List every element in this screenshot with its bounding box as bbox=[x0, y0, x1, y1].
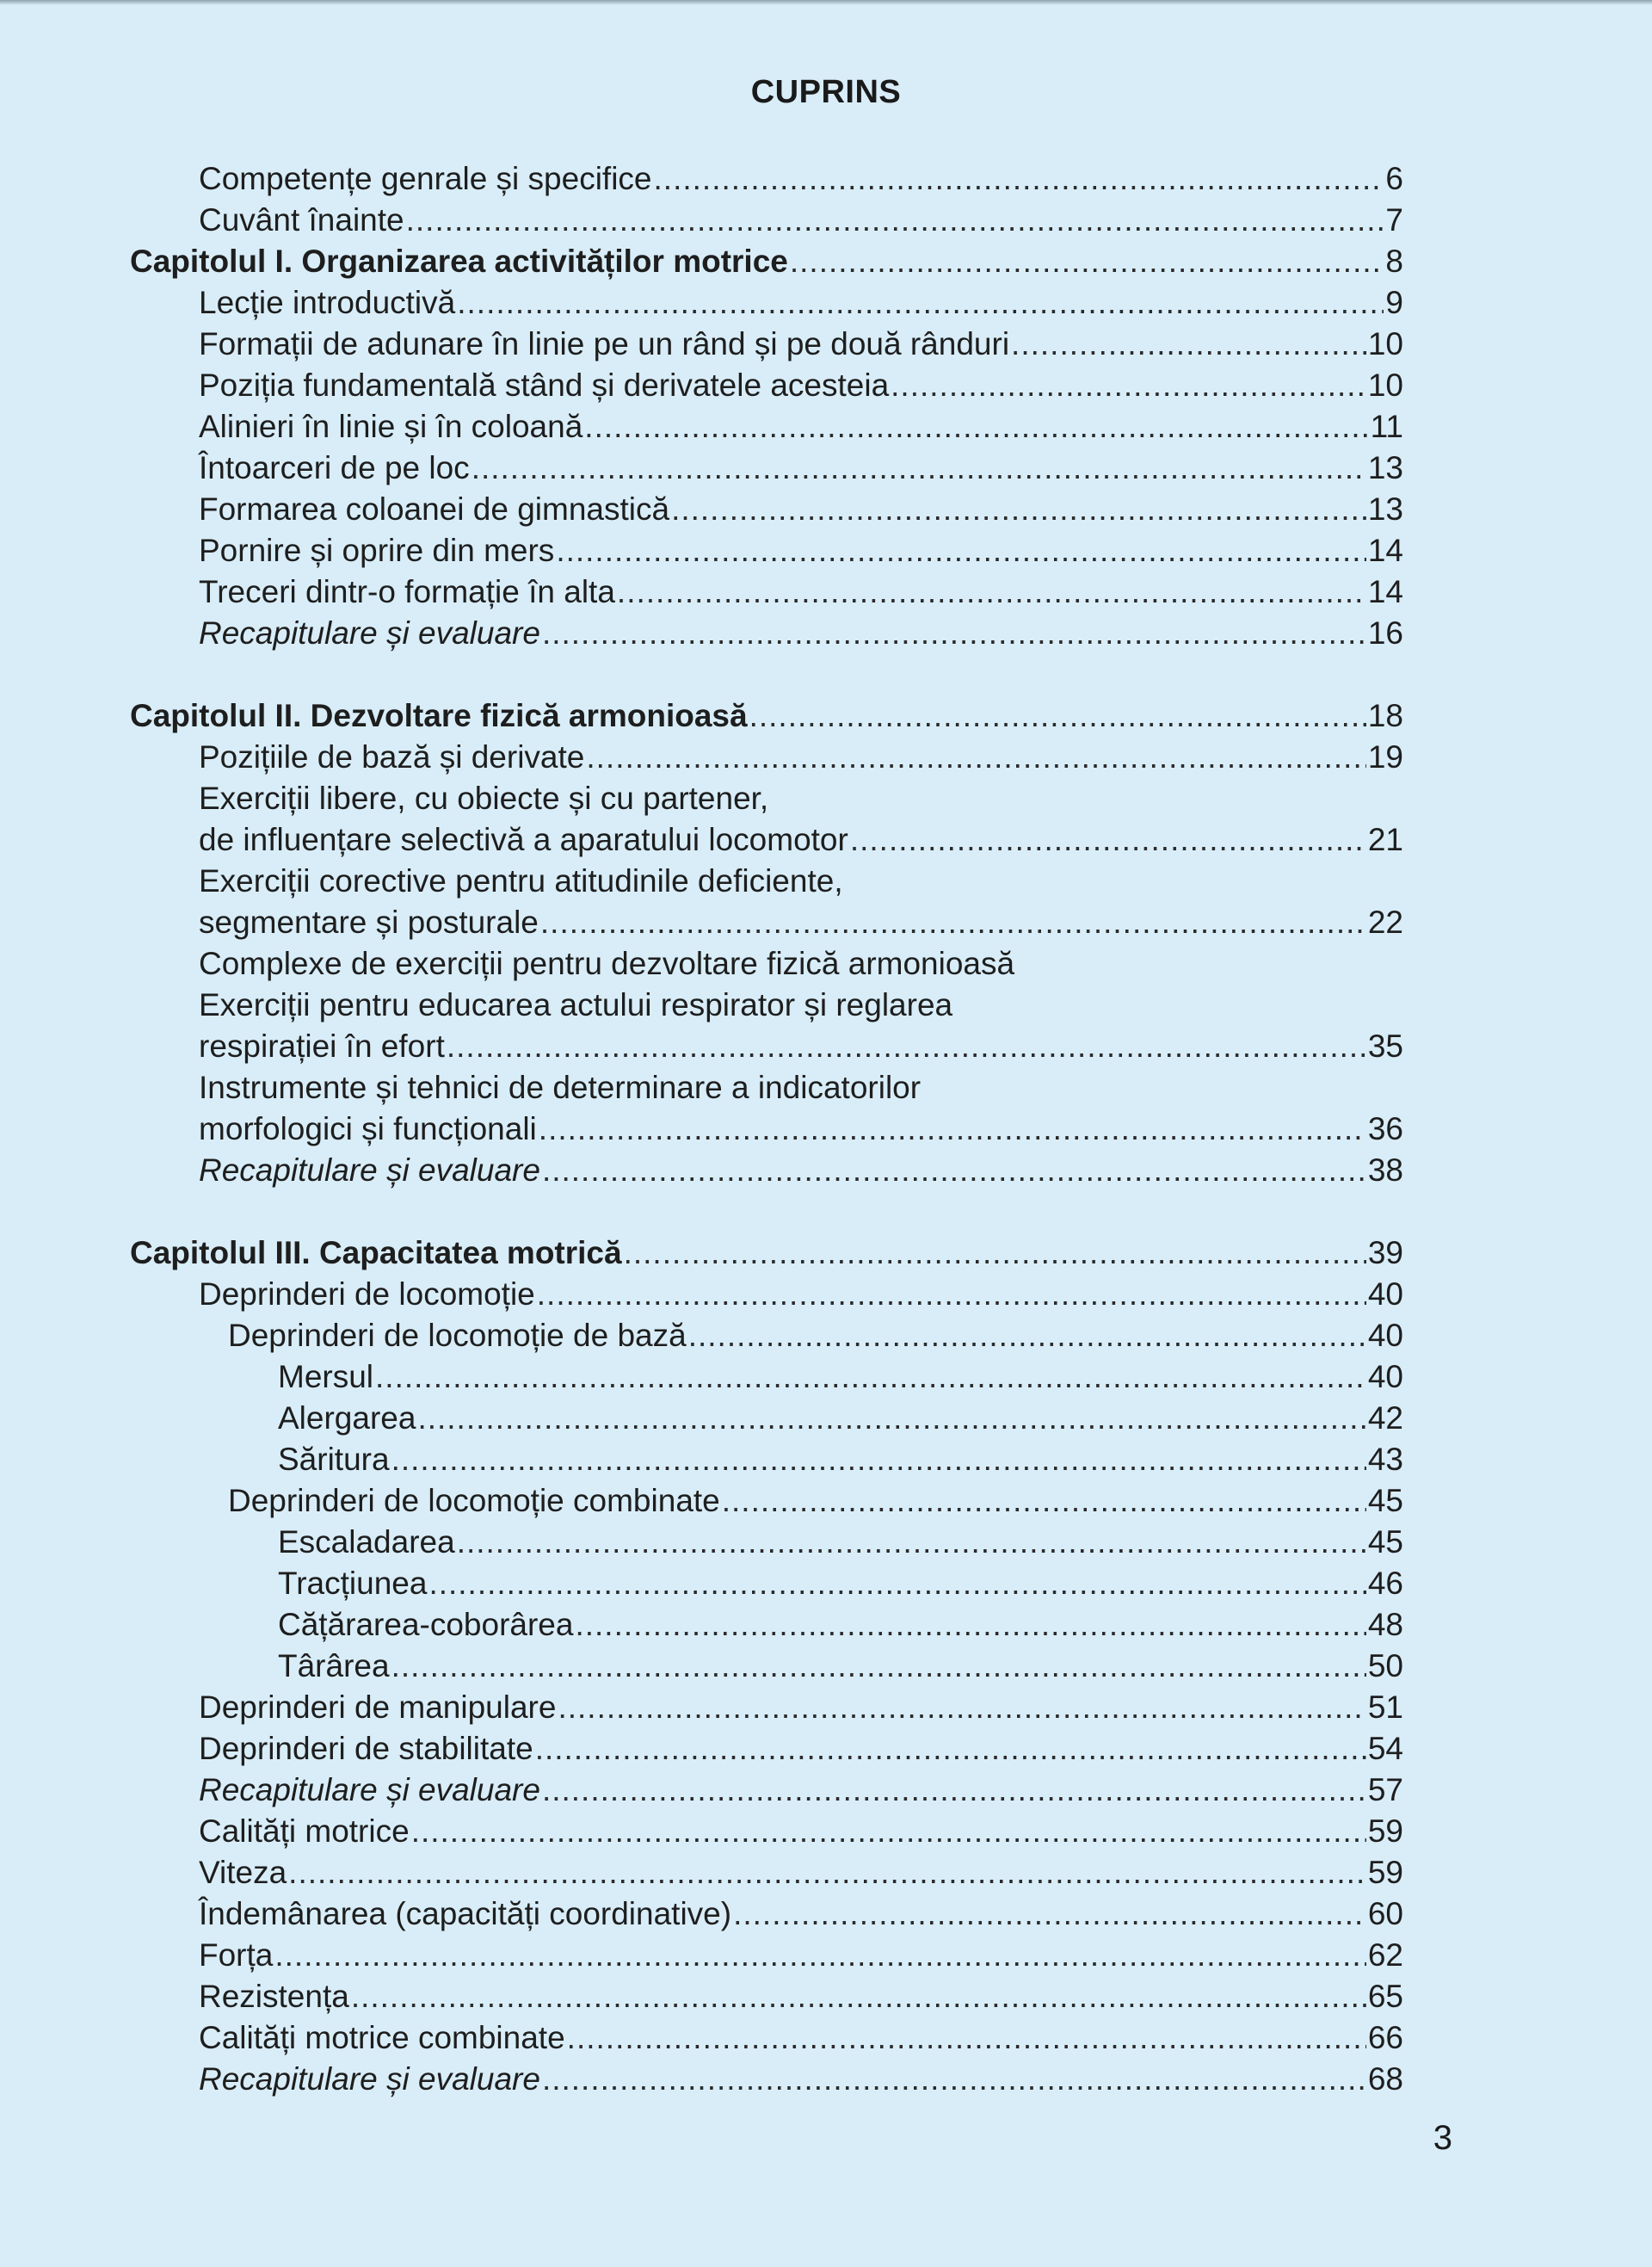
dot-leader bbox=[688, 1315, 1366, 1356]
toc-entry-title: Exerciții corective pentru atitudinile deficiente, bbox=[199, 863, 843, 899]
toc-entry-page: 11 bbox=[1370, 409, 1403, 444]
dot-leader bbox=[391, 1439, 1366, 1480]
toc-entry-page: 36 bbox=[1367, 1111, 1403, 1146]
dot-leader bbox=[542, 2059, 1366, 2100]
toc-entry-page: 68 bbox=[1367, 2061, 1403, 2097]
toc-entry-title: respirației în efort bbox=[199, 1028, 445, 1064]
toc-entry-title: Exerciții pentru educarea actului respirator și reglarea bbox=[199, 987, 953, 1022]
toc-entry bbox=[199, 158, 1403, 200]
toc-entry bbox=[199, 613, 1403, 654]
toc-entry bbox=[199, 1770, 1403, 1811]
toc-entry bbox=[199, 1067, 1403, 1109]
dot-leader bbox=[790, 241, 1384, 282]
page-number: 3 bbox=[1433, 2119, 1452, 2157]
dot-leader bbox=[537, 1274, 1366, 1315]
toc-entry-page: 40 bbox=[1367, 1318, 1403, 1353]
toc-entry-page: 38 bbox=[1367, 1152, 1403, 1188]
toc-entry bbox=[199, 737, 1403, 778]
dot-leader bbox=[447, 1026, 1366, 1067]
dot-leader bbox=[391, 1646, 1366, 1687]
dot-leader bbox=[457, 282, 1384, 324]
toc-entry bbox=[199, 448, 1403, 489]
toc-entry bbox=[199, 406, 1403, 448]
toc-entry-page: 22 bbox=[1367, 905, 1403, 940]
page-top-edge bbox=[0, 0, 1652, 5]
toc-entry bbox=[199, 2017, 1403, 2059]
dot-leader bbox=[567, 2017, 1366, 2059]
toc-entry bbox=[199, 819, 1403, 861]
dot-leader bbox=[575, 1604, 1365, 1646]
page-title: CUPRINS bbox=[750, 74, 902, 110]
dot-leader bbox=[624, 1232, 1366, 1274]
toc-entry-page: 50 bbox=[1367, 1648, 1403, 1683]
toc-entry bbox=[199, 365, 1403, 406]
dot-leader bbox=[617, 571, 1366, 613]
dot-leader bbox=[850, 819, 1366, 861]
dot-leader bbox=[584, 406, 1368, 448]
toc-entry-page: 42 bbox=[1367, 1400, 1403, 1436]
toc-entry-page: 39 bbox=[1367, 1235, 1403, 1270]
toc-entry-title: Formarea coloanei de gimnastică bbox=[199, 491, 670, 527]
dot-leader bbox=[542, 613, 1366, 654]
toc-entry-page: 40 bbox=[1367, 1359, 1403, 1394]
toc-entry-page: 13 bbox=[1367, 491, 1403, 527]
toc-entry-title: Săritura bbox=[278, 1442, 390, 1477]
toc-entry-title: Deprinderi de locomoție combinate bbox=[228, 1483, 720, 1518]
toc-entry bbox=[199, 1687, 1403, 1728]
toc-entry-page: 54 bbox=[1367, 1731, 1403, 1766]
toc-entry-page: 16 bbox=[1367, 615, 1403, 651]
toc-entry-title: Recapitulare și evaluare bbox=[199, 1152, 540, 1188]
toc-entry bbox=[199, 985, 1403, 1026]
dot-leader bbox=[671, 489, 1366, 530]
dot-leader bbox=[733, 1893, 1366, 1935]
toc-entry-title: Cățărarea-coborârea bbox=[278, 1607, 574, 1642]
dot-leader bbox=[586, 737, 1365, 778]
toc-entry-title: Recapitulare și evaluare bbox=[199, 615, 540, 651]
dot-leader bbox=[472, 448, 1366, 489]
toc-entry-page: 35 bbox=[1367, 1028, 1403, 1064]
toc-entry bbox=[199, 1150, 1403, 1191]
toc-entry-title: Mersul bbox=[278, 1359, 374, 1394]
toc-entry bbox=[228, 1315, 1403, 1356]
toc-entry-title: Târârea bbox=[278, 1648, 390, 1683]
toc-entry-page: 6 bbox=[1385, 161, 1403, 196]
toc-entry-page: 10 bbox=[1367, 326, 1403, 361]
toc-entry-page: 10 bbox=[1367, 368, 1403, 403]
toc-entry-title: Pornire și oprire din mers bbox=[199, 533, 555, 568]
toc-entry-page: 59 bbox=[1367, 1813, 1403, 1849]
toc-entry bbox=[199, 2059, 1403, 2100]
dot-leader bbox=[1011, 324, 1366, 365]
toc-entry bbox=[278, 1563, 1403, 1604]
toc-entry-title: Recapitulare și evaluare bbox=[199, 2061, 540, 2097]
toc-entry-page: 45 bbox=[1367, 1483, 1403, 1518]
toc-entry-page: 48 bbox=[1367, 1607, 1403, 1642]
dot-leader bbox=[722, 1480, 1366, 1522]
toc-entry bbox=[199, 1026, 1403, 1067]
dot-leader bbox=[542, 1150, 1366, 1191]
toc-entry bbox=[278, 1522, 1403, 1563]
toc-entry bbox=[278, 1604, 1403, 1646]
toc-entry-title: segmentare și posturale bbox=[199, 905, 539, 940]
toc-entry-title: Calități motrice bbox=[199, 1813, 410, 1849]
toc-entry-title: Deprinderi de stabilitate bbox=[199, 1731, 533, 1766]
toc-entry-title: Cuvânt înainte bbox=[199, 202, 404, 238]
toc-chapter-entry bbox=[130, 241, 1403, 282]
dot-leader bbox=[351, 1976, 1366, 2017]
toc-entry-title: Pozițiile de bază și derivate bbox=[199, 739, 585, 775]
toc-entry-page: 9 bbox=[1385, 285, 1403, 320]
toc-entry-page: 18 bbox=[1367, 698, 1403, 733]
toc-entry-title: Competențe genrale și specifice bbox=[199, 161, 652, 196]
toc-entry bbox=[199, 902, 1403, 943]
toc-entry-page: 8 bbox=[1385, 244, 1403, 279]
dot-leader bbox=[406, 200, 1384, 241]
toc-entry-title: Calități motrice combinate bbox=[199, 2020, 565, 2055]
dot-leader bbox=[274, 1935, 1365, 1976]
toc-entry-page: 7 bbox=[1385, 202, 1403, 238]
toc-chapter-entry bbox=[130, 1232, 1403, 1274]
toc-entry-title: Deprinderi de locomoție de bază bbox=[228, 1318, 687, 1353]
toc-entry-page: 51 bbox=[1367, 1689, 1403, 1725]
toc-entry bbox=[228, 1480, 1403, 1522]
toc-entry bbox=[199, 489, 1403, 530]
dot-leader bbox=[457, 1522, 1366, 1563]
toc-entry bbox=[278, 1356, 1403, 1398]
dot-leader bbox=[428, 1563, 1365, 1604]
toc-entry-title: Formații de adunare în linie pe un rând și pe două rânduri bbox=[199, 326, 1010, 361]
toc-entry-page: 62 bbox=[1367, 1937, 1403, 1973]
toc-chapter-entry bbox=[130, 695, 1403, 737]
toc-entry bbox=[199, 1811, 1403, 1852]
dot-leader bbox=[654, 158, 1384, 200]
toc-entry-page: 14 bbox=[1367, 533, 1403, 568]
dot-leader bbox=[542, 1770, 1366, 1811]
toc-entry bbox=[199, 282, 1403, 324]
dot-leader bbox=[535, 1728, 1366, 1770]
toc-entry bbox=[199, 1109, 1403, 1150]
dot-leader bbox=[540, 902, 1366, 943]
dot-leader bbox=[288, 1852, 1366, 1893]
toc-entry-title: Tracțiunea bbox=[278, 1566, 428, 1601]
toc-entry-page: 66 bbox=[1367, 2020, 1403, 2055]
toc-entry-title: Exerciții libere, cu obiecte și cu partener, bbox=[199, 781, 769, 816]
toc-entry bbox=[199, 1728, 1403, 1770]
toc-entry-title: Poziția fundamentală stând și derivatele acesteia bbox=[199, 368, 890, 403]
toc-entry-title: Alergarea bbox=[278, 1400, 416, 1436]
toc-entry-title: Capitolul II. Dezvoltare fizică armonioasă bbox=[130, 698, 748, 733]
toc-entry-title: Treceri dintr-o formație în alta bbox=[199, 574, 615, 609]
toc-entry-page: 14 bbox=[1367, 574, 1403, 609]
toc-entry-title: de influențare selectivă a aparatului locomotor bbox=[199, 822, 848, 857]
toc-entry-title: Viteza bbox=[199, 1855, 287, 1890]
toc-entry-title: Recapitulare și evaluare bbox=[199, 1772, 540, 1807]
dot-leader bbox=[411, 1811, 1366, 1852]
dot-leader bbox=[539, 1109, 1366, 1150]
toc-entry bbox=[199, 861, 1403, 902]
toc-entry-page: 43 bbox=[1367, 1442, 1403, 1477]
toc-entry-title: Escaladarea bbox=[278, 1524, 455, 1560]
toc-entry-page: 13 bbox=[1367, 450, 1403, 485]
toc-entry bbox=[278, 1439, 1403, 1480]
toc-entry-title: Lecție introductivă bbox=[199, 285, 456, 320]
toc-entry bbox=[199, 1893, 1403, 1935]
toc-entry bbox=[278, 1398, 1403, 1439]
dot-leader bbox=[556, 530, 1366, 571]
toc-entry bbox=[199, 1935, 1403, 1976]
toc-entry-title: Alinieri în linie și în coloană bbox=[199, 409, 583, 444]
toc-entry bbox=[199, 1976, 1403, 2017]
toc-entry bbox=[199, 530, 1403, 571]
toc-entry bbox=[199, 1852, 1403, 1893]
toc-entry-page: 57 bbox=[1367, 1772, 1403, 1807]
toc-entry bbox=[199, 571, 1403, 613]
toc-entry-page: 59 bbox=[1367, 1855, 1403, 1890]
dot-leader bbox=[375, 1356, 1366, 1398]
toc-entry-title: morfologici și funcționali bbox=[199, 1111, 537, 1146]
toc-entry-page: 21 bbox=[1367, 822, 1403, 857]
dot-leader bbox=[417, 1398, 1365, 1439]
toc-entry bbox=[199, 943, 1403, 985]
toc-entry-title: Capitolul III. Capacitatea motrică bbox=[130, 1235, 622, 1270]
toc-entry-title: Rezistența bbox=[199, 1979, 349, 2014]
toc-entry-title: Îndemânarea (capacități coordinative) bbox=[199, 1896, 732, 1931]
toc-entry bbox=[199, 778, 1403, 819]
toc-entry-page: 60 bbox=[1367, 1896, 1403, 1931]
toc-entry-title: Deprinderi de manipulare bbox=[199, 1689, 557, 1725]
toc-entry-page: 65 bbox=[1367, 1979, 1403, 2014]
toc-entry bbox=[199, 1274, 1403, 1315]
toc-entry bbox=[278, 1646, 1403, 1687]
toc-entry-page: 40 bbox=[1367, 1276, 1403, 1312]
toc-entry bbox=[199, 324, 1403, 365]
toc-entry-title: Întoarceri de pe loc bbox=[199, 450, 470, 485]
toc-entry-title: Complexe de exerciții pentru dezvoltare fizică armonioasă bbox=[199, 946, 1015, 981]
dot-leader bbox=[558, 1687, 1365, 1728]
toc-entry-page: 45 bbox=[1367, 1524, 1403, 1560]
toc-entry bbox=[199, 200, 1403, 241]
toc-entry-page: 19 bbox=[1367, 739, 1403, 775]
toc-entry-title: Capitolul I. Organizarea activităților motrice bbox=[130, 244, 788, 279]
toc-entry-page: 46 bbox=[1367, 1566, 1403, 1601]
toc-entry-title: Instrumente și tehnici de determinare a indicatorilor bbox=[199, 1070, 922, 1105]
dot-leader bbox=[749, 695, 1366, 737]
toc-entry-title: Forța bbox=[199, 1937, 274, 1973]
toc-entry-title: Deprinderi de locomoție bbox=[199, 1276, 535, 1312]
dot-leader bbox=[891, 365, 1366, 406]
